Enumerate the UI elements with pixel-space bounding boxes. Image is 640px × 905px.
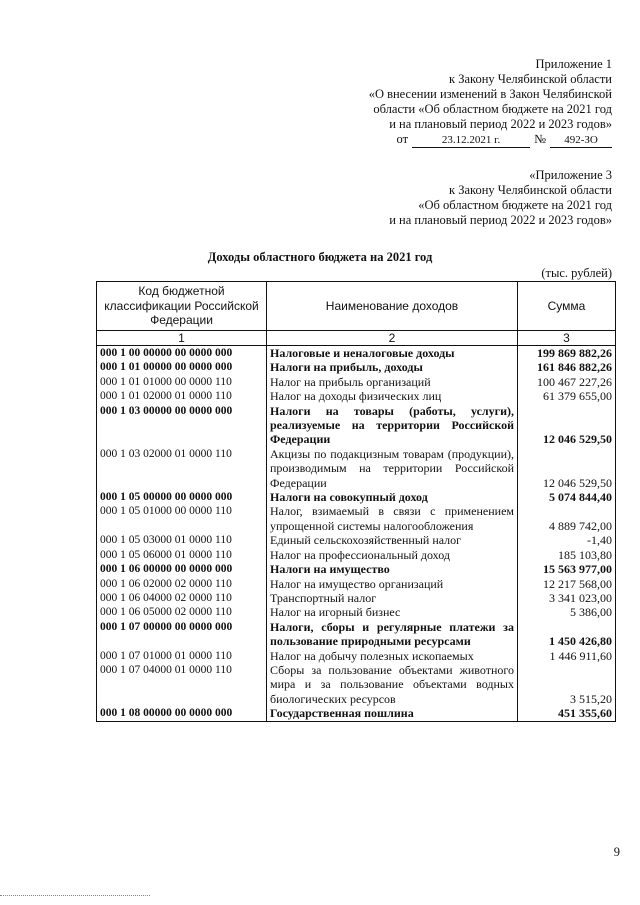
revenue-name-cell: Налоги на имущество <box>267 562 518 576</box>
page-number: 9 <box>613 845 620 859</box>
column-number: 2 <box>267 331 518 346</box>
budget-code-cell: 000 1 06 04000 02 0000 110 <box>97 591 267 605</box>
table-row <box>97 663 616 706</box>
table-row <box>97 447 616 490</box>
amount-cell: 12 217 568,00 <box>518 577 616 591</box>
table-row <box>97 346 616 361</box>
table-row <box>97 548 616 562</box>
amount-cell: 3 515,20 <box>518 663 616 706</box>
amount-cell: 5 386,00 <box>518 605 616 619</box>
budget-code-cell: 000 1 07 00000 00 0000 000 <box>97 620 267 649</box>
revenue-name-cell: Налоги на прибыль, доходы <box>267 360 518 374</box>
amount-cell: 161 846 882,26 <box>518 360 616 374</box>
revenue-name-cell: Единый сельскохозяйственный налог <box>267 533 518 547</box>
amount-cell: -1,40 <box>518 533 616 547</box>
law-date-number-row <box>369 132 612 148</box>
budget-code-cell: 000 1 05 03000 01 0000 110 <box>97 533 267 547</box>
budget-code-cell: 000 1 03 02000 01 0000 110 <box>97 447 267 490</box>
budget-code-cell: 000 1 00 00000 00 0000 000 <box>97 346 267 361</box>
budget-code-cell: 000 1 05 01000 00 0000 110 <box>97 504 267 533</box>
budget-code-cell: 000 1 06 02000 02 0000 110 <box>97 577 267 591</box>
appendix-header <box>389 168 612 228</box>
revenue-name-cell: Налог на добычу полезных ископаемых <box>267 649 518 663</box>
amount-cell: 185 103,80 <box>518 548 616 562</box>
revenue-name-cell: Налоги на товары (работы, услуги), реализуемые на территории Российской Федерации <box>267 404 518 447</box>
column-header-code: Код бюджетной классификации Российской Федерации <box>97 282 267 331</box>
amount-cell: 100 467 227,26 <box>518 375 616 389</box>
appendix-header-line: «Об областном бюджете на 2021 год <box>418 198 612 212</box>
revenue-name-cell: Налоги на совокупный доход <box>267 490 518 504</box>
revenue-name-cell: Налог на доходы физических лиц <box>267 389 518 403</box>
amount-cell: 1 450 426,80 <box>518 620 616 649</box>
budget-code-cell: 000 1 06 00000 00 0000 000 <box>97 562 267 576</box>
column-number: 3 <box>518 331 616 346</box>
revenue-name-cell: Налог на прибыль организаций <box>267 375 518 389</box>
amount-cell: 12 046 529,50 <box>518 447 616 490</box>
amount-cell: 3 341 023,00 <box>518 591 616 605</box>
appendix-header-line: к Закону Челябинской области <box>449 183 612 197</box>
revenue-name-cell: Транспортный налог <box>267 591 518 605</box>
budget-code-cell: 000 1 07 04000 01 0000 110 <box>97 663 267 706</box>
table-row <box>97 577 616 591</box>
table-row <box>97 360 616 374</box>
table-row <box>97 649 616 663</box>
amount-cell: 4 889 742,00 <box>518 504 616 533</box>
appendix-header-line: и на плановый период 2022 и 2023 годов» <box>389 213 612 227</box>
amendment-header-line: и на плановый период 2022 и 2023 годов» <box>389 117 612 131</box>
budget-code-cell: 000 1 03 00000 00 0000 000 <box>97 404 267 447</box>
table-row <box>97 404 616 447</box>
appendix-header-line: «Приложение 3 <box>529 168 612 182</box>
amount-cell: 61 379 655,00 <box>518 389 616 403</box>
revenue-name-cell: Акцизы по подакцизным товарам (продукции), производимым на территории Российской Федерации <box>267 447 518 490</box>
budget-code-cell: 000 1 05 00000 00 0000 000 <box>97 490 267 504</box>
budget-code-cell: 000 1 08 00000 00 0000 000 <box>97 706 267 721</box>
budget-code-cell: 000 1 01 02000 01 0000 110 <box>97 389 267 403</box>
table-row <box>97 620 616 649</box>
revenue-name-cell: Налог на имущество организаций <box>267 577 518 591</box>
law-date: 23.12.2021 г. <box>412 134 530 148</box>
table-row <box>97 490 616 504</box>
amount-cell: 5 074 844,40 <box>518 490 616 504</box>
scan-artifact-line <box>0 895 150 896</box>
column-header-amount: Сумма <box>518 282 616 331</box>
amount-cell: 199 869 882,26 <box>518 346 616 361</box>
document-title: Доходы областного бюджета на 2021 год <box>207 250 433 264</box>
table-row <box>97 375 616 389</box>
column-number: 1 <box>97 331 267 346</box>
column-header-name: Наименование доходов <box>267 282 518 331</box>
budget-code-cell: 000 1 01 00000 00 0000 000 <box>97 360 267 374</box>
table-row <box>97 591 616 605</box>
table-row <box>97 706 616 721</box>
amendment-header-line: к Закону Челябинской области <box>449 72 612 86</box>
revenue-name-cell: Налог на профессиональный доход <box>267 548 518 562</box>
number-label: № <box>534 132 546 146</box>
amount-cell: 451 355,60 <box>518 706 616 721</box>
table-row <box>97 504 616 533</box>
revenue-name-cell: Налог, взимаемый в связи с применением упрощенной системы налогообложения <box>267 504 518 533</box>
units-note: (тыс. рублей) <box>541 266 612 280</box>
amount-cell: 1 446 911,60 <box>518 649 616 663</box>
law-number: 492-ЗО <box>550 134 612 148</box>
budget-code-cell: 000 1 05 06000 01 0000 110 <box>97 548 267 562</box>
amount-cell: 15 563 977,00 <box>518 562 616 576</box>
budget-code-cell: 000 1 01 01000 00 0000 110 <box>97 375 267 389</box>
amendment-header-line: области «Об областном бюджете на 2021 год <box>373 102 612 116</box>
amendment-header <box>369 57 612 148</box>
from-label: от <box>396 132 409 146</box>
table-row <box>97 562 616 576</box>
amount-cell: 12 046 529,50 <box>518 404 616 447</box>
revenue-name-cell: Налоги, сборы и регулярные платежи за пользование природными ресурсами <box>267 620 518 649</box>
budget-code-cell: 000 1 06 05000 02 0000 110 <box>97 605 267 619</box>
budget-code-cell: 000 1 07 01000 01 0000 110 <box>97 649 267 663</box>
revenue-name-cell: Налог на игорный бизнес <box>267 605 518 619</box>
table-row <box>97 389 616 403</box>
revenue-name-cell: Государственная пошлина <box>267 706 518 721</box>
amendment-header-line: Приложение 1 <box>535 57 612 71</box>
amendment-header-line: «О внесении изменений в Закон Челябинской <box>368 87 612 101</box>
revenue-name-cell: Сборы за пользование объектами животного мира и за пользование объектами водных биологических ресурсов <box>267 663 518 706</box>
revenue-table <box>96 281 616 722</box>
table-row <box>97 533 616 547</box>
table-row <box>97 605 616 619</box>
revenue-name-cell: Налоговые и неналоговые доходы <box>267 346 518 361</box>
